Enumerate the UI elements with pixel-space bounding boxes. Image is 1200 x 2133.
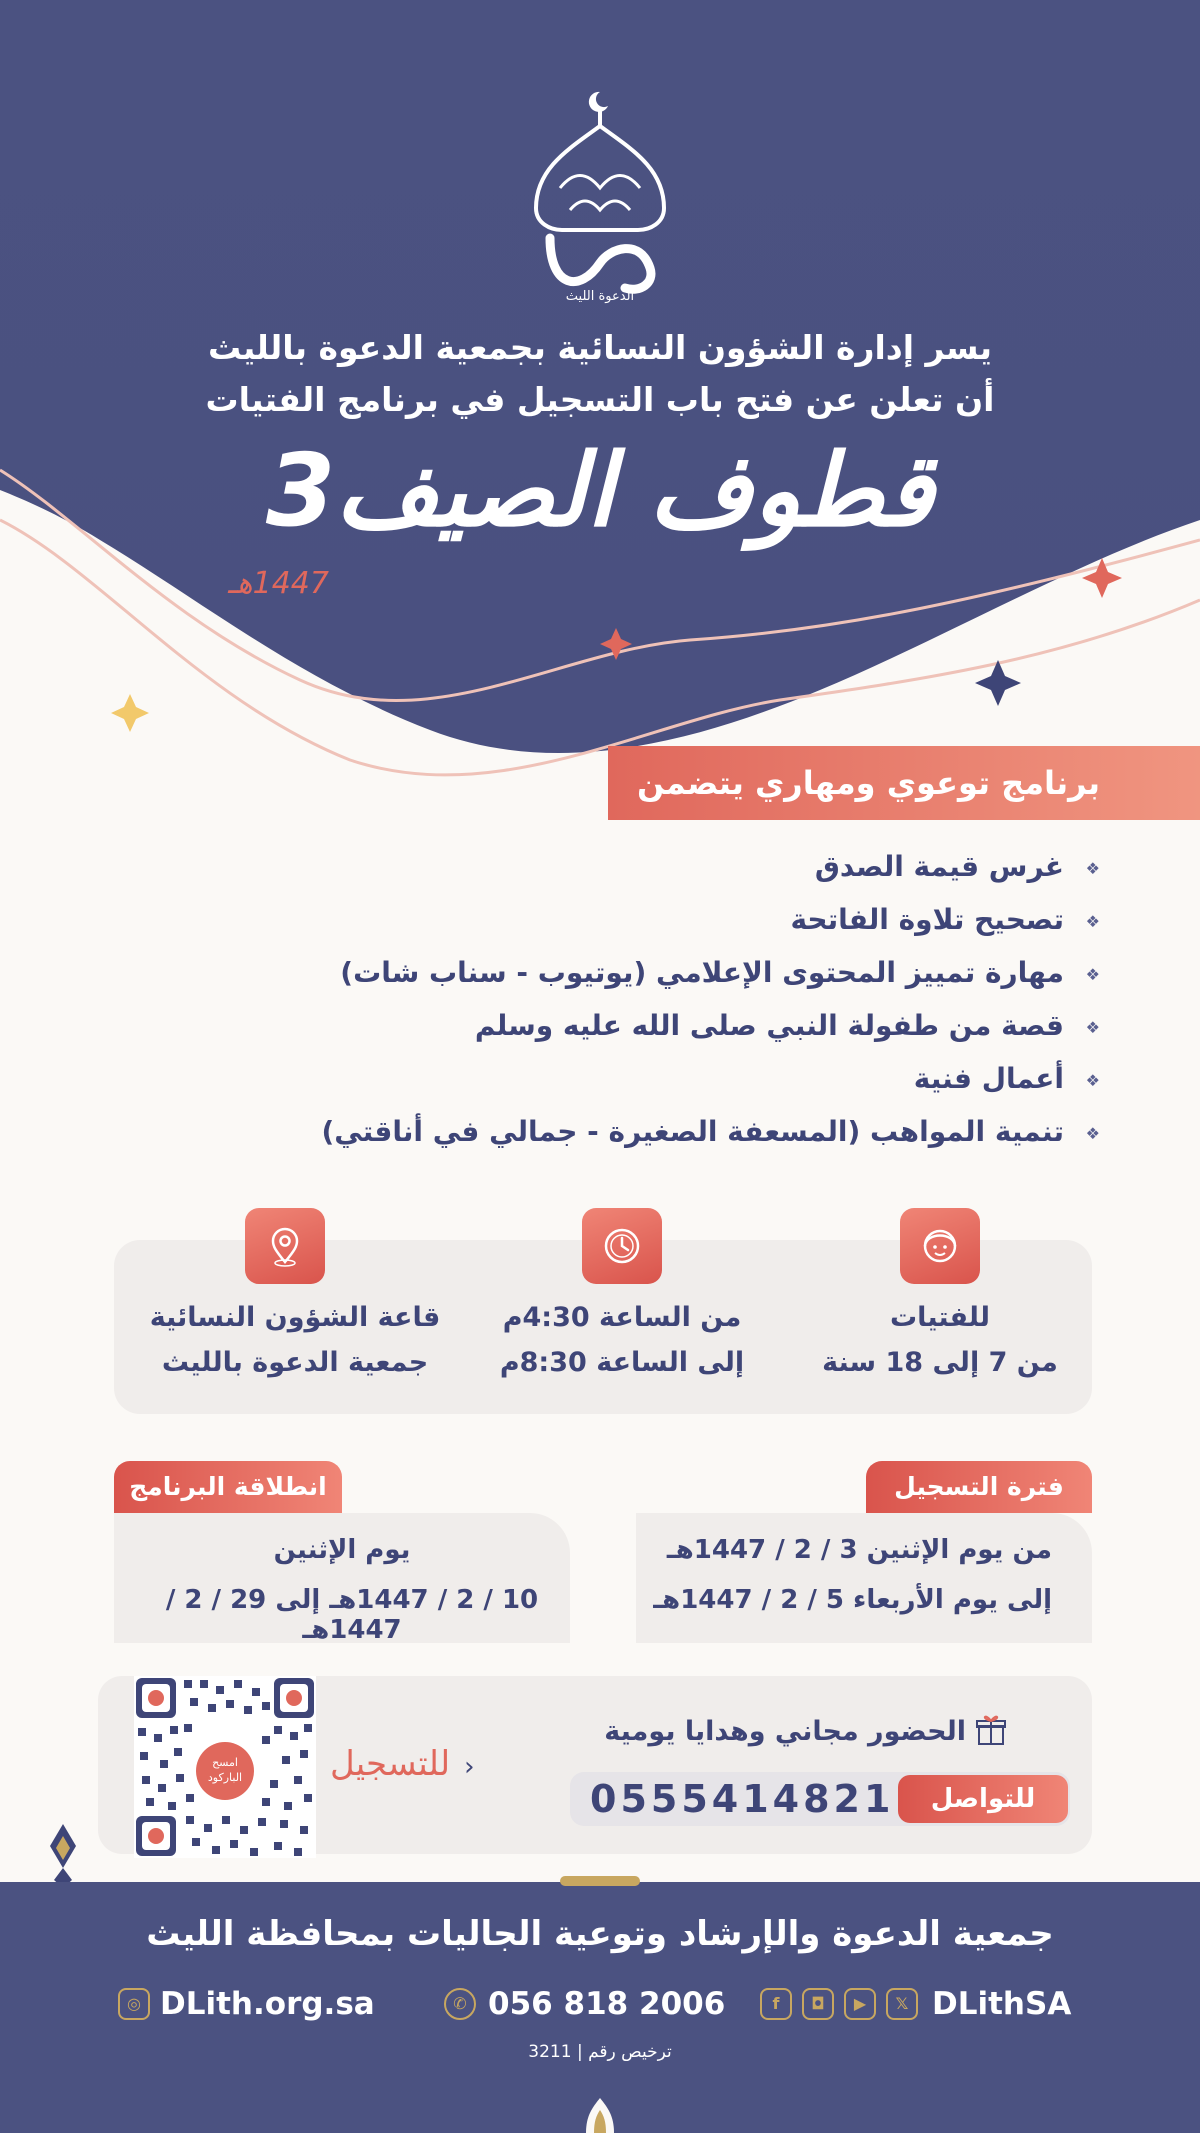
gift-icon [966,1710,1010,1755]
location-info [125,1208,445,1378]
intro-line-1: يسر إدارة الشؤون النسائية بجمعية الدعوة بالليث [207,328,993,367]
diamond-bullet-icon: ❖ [1085,1123,1100,1143]
contents-heading: برنامج توعوي ومهاري يتضمن [608,746,1200,820]
bottom-ornament-icon [582,2098,618,2133]
program-start-card [114,1513,570,1643]
qr-scan-badge: امسح الباركود [196,1742,254,1800]
license-number: ترخيص رقم | 3211 [528,2042,672,2062]
time-line-1: من الساعة 4:30م [502,1302,742,1333]
clock-icon [582,1208,662,1284]
dawah-logo [510,88,690,308]
diamond-bullet-icon: ❖ [1085,858,1100,878]
whatsapp-icon: ✆ [444,1988,476,2020]
footer-contacts [0,1982,1200,2026]
list-item: ❖غرس قيمة الصدق [200,840,1100,893]
list-item: ❖تنمية المواهب (المسعفة الصغيرة - جمالي في أناقتي) [200,1105,1100,1158]
location-line-1: قاعة الشؤون النسائية [149,1302,441,1333]
registration-line-1: من يوم الإثنين 3 / 2 / 1447هـ [666,1535,1052,1565]
register-cta[interactable]: ‹للتسجيل [330,1744,475,1784]
list-item: ❖تصحيح تلاوة الفاتحة [200,893,1100,946]
list-item: ❖أعمال فنية [200,1052,1100,1105]
location-line-2: جمعية الدعوة بالليث [161,1347,429,1378]
program-start-line-1: يوم الإثنين [273,1535,411,1565]
diamond-bullet-icon: ❖ [1085,964,1100,984]
diamond-bullet-icon: ❖ [1085,1070,1100,1090]
globe-icon: ◎ [118,1988,150,2020]
audience-info [780,1208,1100,1378]
audience-line-1: للفتيات [890,1302,990,1333]
program-start-title: انطلاقة البرنامج [114,1461,342,1513]
diamond-bullet-icon: ❖ [1085,911,1100,931]
program-year: 1447هـ [228,566,329,601]
facebook-icon[interactable]: f [760,1988,792,2020]
program-start-line-2: 10 / 2 / 1447هـ إلى 29 / 2 / 1447هـ [165,1585,539,1645]
logo-text: الدعوة الليث [565,289,635,304]
chevron-left-icon: ‹ [464,1752,475,1782]
girl-icon [900,1208,980,1284]
registration-period-card [636,1513,1092,1643]
time-info [462,1208,782,1378]
website-link[interactable]: DLith.org.sa [160,1986,375,2022]
registration-line-2: إلى يوم الأربعاء 5 / 2 / 1447هـ [653,1585,1052,1615]
list-item: ❖مهارة تمييز المحتوى الإعلامي (يوتيوب - سناب شات) [200,946,1100,999]
social-handle[interactable]: DLithSA [932,1986,1072,2022]
diamond-bullet-icon: ❖ [1085,1017,1100,1037]
location-pin-icon [245,1208,325,1284]
footer-divider [560,1876,640,1886]
lamp-ornament-icon [46,1822,80,1888]
program-title: قطوف الصيف3 [265,432,935,549]
intro-line-2: أن تعلن عن فتح باب التسجيل في برنامج الفتيات [205,380,995,419]
youtube-icon[interactable]: ▶ [844,1988,876,2020]
instagram-icon[interactable]: ◘ [802,1988,834,2020]
time-line-2: إلى الساعة 8:30م [499,1347,745,1378]
phone-number[interactable]: 0555414821 [590,1777,895,1821]
list-item: ❖قصة من طفولة النبي صلى الله عليه وسلم [200,999,1100,1052]
gift-text: الحضور مجاني وهدايا يومية [600,1710,1010,1755]
footer-org-name: جمعية الدعوة والإرشاد وتوعية الجاليات بمحافظة الليث [146,1914,1054,1954]
x-twitter-icon[interactable]: 𝕏 [886,1988,918,2020]
contact-label: للتواصل [898,1775,1068,1823]
registration-period-title: فترة التسجيل [866,1461,1092,1513]
whatsapp-number[interactable]: 056 818 2006 [488,1986,726,2022]
dawah-mosque-logo-icon [510,88,690,308]
audience-line-2: من 7 إلى 18 سنة [822,1347,1058,1378]
contents-list [200,840,1100,1158]
